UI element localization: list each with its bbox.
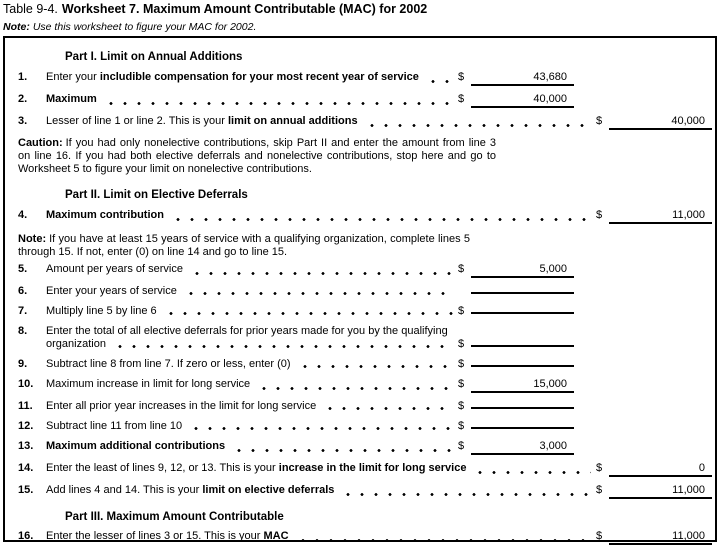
- worksheet-line-1: [18, 71, 574, 86]
- line-label: Maximum contribution: [46, 209, 164, 221]
- line-label: Enter the total of all elective deferrals for prior years made for you by the qualifying organization $: [46, 325, 574, 351]
- dollar-sign: $: [596, 462, 603, 474]
- worksheet-line-13: [18, 440, 574, 455]
- note-text: Use this worksheet to figure your MAC for 2002.: [32, 21, 257, 33]
- line-label: Amount per years of service: [46, 263, 183, 275]
- amount-entry-line: [471, 71, 574, 86]
- worksheet-line-3: [18, 115, 712, 130]
- worksheet-line-14: [18, 462, 712, 477]
- worksheet-line-8: [18, 325, 574, 351]
- amount-value: 3,000: [539, 440, 567, 452]
- line-number: 9.: [18, 358, 28, 370]
- dot-leader: [190, 266, 453, 276]
- line-number: 2.: [18, 93, 28, 105]
- worksheet-line-9: [18, 358, 574, 371]
- dot-leader: [473, 465, 591, 475]
- part2-header: Part II. Limit on Elective Deferrals: [65, 189, 248, 201]
- amount-entry-line: [471, 263, 574, 278]
- worksheet-line-10: [18, 378, 574, 393]
- table-number: Table 9-4.: [3, 2, 58, 16]
- dot-leader: [298, 359, 453, 369]
- amount-value: 40,000: [671, 115, 705, 127]
- line-number: 12.: [18, 420, 34, 432]
- line-label: Maximum increase in limit for long service: [46, 378, 251, 390]
- amount-value: 11,000: [672, 209, 705, 221]
- amount-value: 11,000: [672, 530, 705, 542]
- worksheet-line-15: [18, 484, 712, 499]
- dollar-sign: $: [458, 358, 465, 370]
- dollar-sign: $: [458, 305, 465, 317]
- amount-value: 40,000: [533, 93, 567, 105]
- worksheet-line-11: [18, 400, 574, 413]
- line-label: Add lines 4 and 14. This is your limit on elective deferrals: [46, 484, 335, 496]
- worksheet-line-12: [18, 420, 574, 433]
- amount-entry-line: [609, 530, 712, 545]
- dollar-sign: $: [596, 484, 603, 496]
- worksheet-title: Worksheet 7. Maximum Amount Contributable (MAC) for 2002: [61, 2, 428, 16]
- worksheet-line-5: [18, 263, 574, 278]
- line-label: Maximum additional contributions: [46, 440, 226, 452]
- amount-value: 11,000: [672, 484, 705, 496]
- caution-label: Caution:: [18, 137, 63, 149]
- dollar-sign: $: [458, 378, 465, 390]
- dot-leader: [184, 286, 453, 296]
- line-number: 15.: [18, 484, 34, 496]
- dot-leader: [296, 533, 591, 543]
- dot-leader: [232, 443, 453, 453]
- line-number: 8.: [18, 325, 28, 337]
- line-label: Enter the lesser of lines 3 or 15. This is your MAC: [46, 530, 289, 542]
- line-label: Enter the least of lines 9, 12, or 13. This is your increase in the limit for long service: [46, 462, 467, 474]
- line-number: 6.: [18, 285, 28, 297]
- dot-leader: [104, 96, 453, 106]
- line-label: Maximum: [46, 93, 97, 105]
- dollar-sign: $: [458, 263, 465, 275]
- worksheet-line-7: [18, 305, 574, 318]
- amount-entry-line: [471, 93, 574, 108]
- amount-entry-line: [609, 462, 712, 477]
- amount-entry-line: [471, 365, 574, 367]
- line-label: Enter your includible compensation for your most recent year of service: [46, 71, 419, 83]
- amount-entry-line: [609, 484, 712, 499]
- amount-value: 43,680: [533, 71, 567, 83]
- amount-entry-line: [471, 345, 574, 347]
- line-number: 16.: [18, 530, 34, 542]
- dot-leader: [171, 212, 591, 222]
- amount-value: 15,000: [533, 378, 567, 390]
- line-label: Subtract line 11 from line 10: [46, 420, 183, 432]
- line-label: Enter all prior year increases in the limit for long service: [46, 400, 317, 412]
- amount-entry-line: [471, 440, 574, 455]
- dot-leader: [365, 118, 591, 128]
- amount-value: 5,000: [539, 263, 567, 275]
- dot-leader: [426, 74, 453, 84]
- amount-entry-line: [471, 378, 574, 393]
- line-label: Lesser of line 1 or line 2. This is your limit on annual additions: [46, 115, 358, 127]
- worksheet-box: [3, 36, 717, 542]
- amount-value: 0: [698, 462, 705, 474]
- line-label: Subtract line 8 from line 7. If zero or less, enter (0): [46, 358, 291, 370]
- line-label: Multiply line 5 by line 6: [46, 305, 157, 317]
- top-note: [3, 21, 256, 33]
- amount-entry-line: [609, 209, 712, 224]
- line-number: 10.: [18, 378, 34, 390]
- dot-leader: [164, 306, 453, 316]
- dot-leader: [257, 381, 453, 391]
- amount-entry-line: [471, 312, 574, 314]
- dollar-sign: $: [596, 530, 603, 542]
- caution-note: [18, 137, 496, 176]
- note-label: Note:: [3, 21, 30, 33]
- line-number: 3.: [18, 115, 28, 127]
- dot-leader: [341, 487, 591, 497]
- amount-entry-line: [471, 427, 574, 429]
- caution-text: If you had only nonelective contributions, skip Part II and enter the amount from line 3 on line 16. If you had both elective deferrals and nonelective contributions, stop here and go to Worksheet 5 to figure your limit on nonelective contributions.: [18, 137, 496, 175]
- line-number: 4.: [18, 209, 28, 221]
- dot-leader: [189, 421, 453, 431]
- dollar-sign: $: [458, 338, 465, 350]
- part3-header: Part III. Maximum Amount Contributable: [65, 511, 284, 523]
- dot-leader: [323, 401, 453, 411]
- dollar-sign: $: [458, 420, 465, 432]
- dollar-sign: $: [596, 209, 603, 221]
- amount-entry-line: [609, 115, 712, 130]
- line-number: 7.: [18, 305, 28, 317]
- part1-header: Part I. Limit on Annual Additions: [65, 51, 243, 63]
- worksheet-line-2: [18, 93, 574, 108]
- line-number: 1.: [18, 71, 28, 83]
- note-label: Note:: [18, 233, 47, 245]
- dollar-sign: $: [458, 93, 465, 105]
- amount-entry-line: [471, 292, 574, 294]
- line-label: Enter your years of service: [46, 285, 177, 297]
- mid-note: [18, 233, 470, 259]
- dot-leader: [113, 339, 453, 349]
- worksheet-line-16: [18, 530, 712, 545]
- dollar-sign: $: [458, 440, 465, 452]
- line-number: 11.: [18, 400, 33, 412]
- line-number: 13.: [18, 440, 34, 452]
- dollar-sign: $: [596, 115, 603, 127]
- dollar-sign: $: [458, 400, 465, 412]
- page-title: [3, 2, 427, 16]
- worksheet-line-6: [18, 285, 574, 298]
- note-text: If you have at least 15 years of service with a qualifying organization, complete lines 5 through 15. If not, enter (0) on line 14 and go to line 15.: [18, 233, 470, 258]
- line-number: 14.: [18, 462, 34, 474]
- worksheet-line-4: [18, 209, 712, 224]
- amount-entry-line: [471, 407, 574, 409]
- line-number: 5.: [18, 263, 28, 275]
- dollar-sign: $: [458, 71, 465, 83]
